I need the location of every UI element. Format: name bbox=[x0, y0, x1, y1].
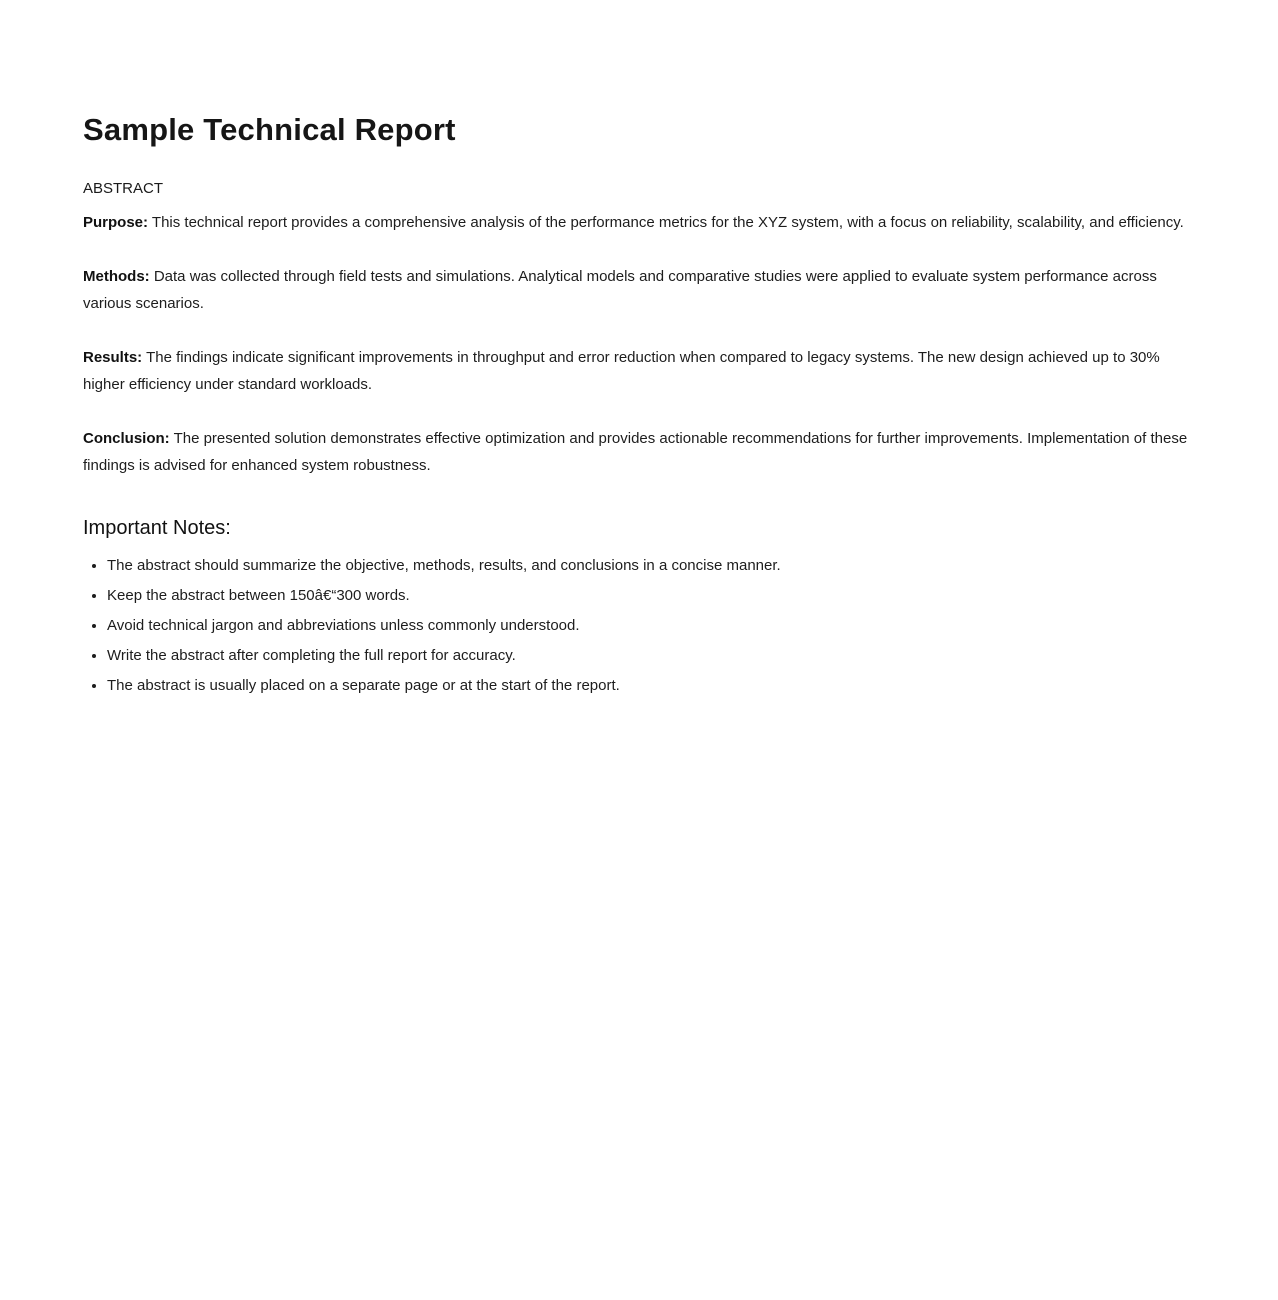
paragraph-results-label: Results: bbox=[83, 349, 143, 366]
note-item: • The abstract is usually placed on a separate page or at the start of the report. bbox=[107, 676, 1183, 695]
notes-list bbox=[83, 556, 1183, 695]
paragraph-conclusion-text: The presented solution demonstrates effective optimization and provides actionable recommendations for further improvements. Implementation of these findings is advised for enhanced system robustness. bbox=[83, 430, 1188, 474]
paragraph-methods bbox=[83, 263, 1195, 317]
paragraph-methods-label: Methods: bbox=[83, 268, 150, 285]
paragraph-purpose-label: Purpose: bbox=[83, 214, 149, 231]
paragraph-results-text: The findings indicate significant improvements in throughput and error reduction when compared to legacy systems. The new design achieved up to 30% higher efficiency under standard workloads. bbox=[83, 349, 1160, 393]
note-item: • Keep the abstract between 150â€“300 words. bbox=[107, 586, 1183, 605]
paragraph-conclusion bbox=[83, 425, 1195, 479]
report-title: Sample Technical Report bbox=[83, 112, 456, 147]
abstract-section-heading: ABSTRACT bbox=[83, 180, 164, 197]
paragraph-purpose-text: This technical report provides a comprehensive analysis of the performance metrics for the XYZ system, with a focus on reliability, scalability, and efficiency. bbox=[151, 214, 1184, 231]
note-item: • Avoid technical jargon and abbreviations unless commonly understood. bbox=[107, 616, 1183, 635]
paragraph-methods-text: Data was collected through field tests and simulations. Analytical models and comparative studies were applied to evaluate system performance across various scenarios. bbox=[83, 268, 1157, 312]
paragraph-purpose bbox=[83, 209, 1195, 236]
note-item: • Write the abstract after completing the full report for accuracy. bbox=[107, 646, 1183, 665]
paragraph-results bbox=[83, 344, 1195, 398]
paragraph-conclusion-label: Conclusion: bbox=[83, 430, 170, 447]
important-notes-heading: Important Notes: bbox=[83, 517, 231, 539]
note-item: • The abstract should summarize the objective, methods, results, and conclusions in a concise manner. bbox=[107, 556, 1183, 575]
